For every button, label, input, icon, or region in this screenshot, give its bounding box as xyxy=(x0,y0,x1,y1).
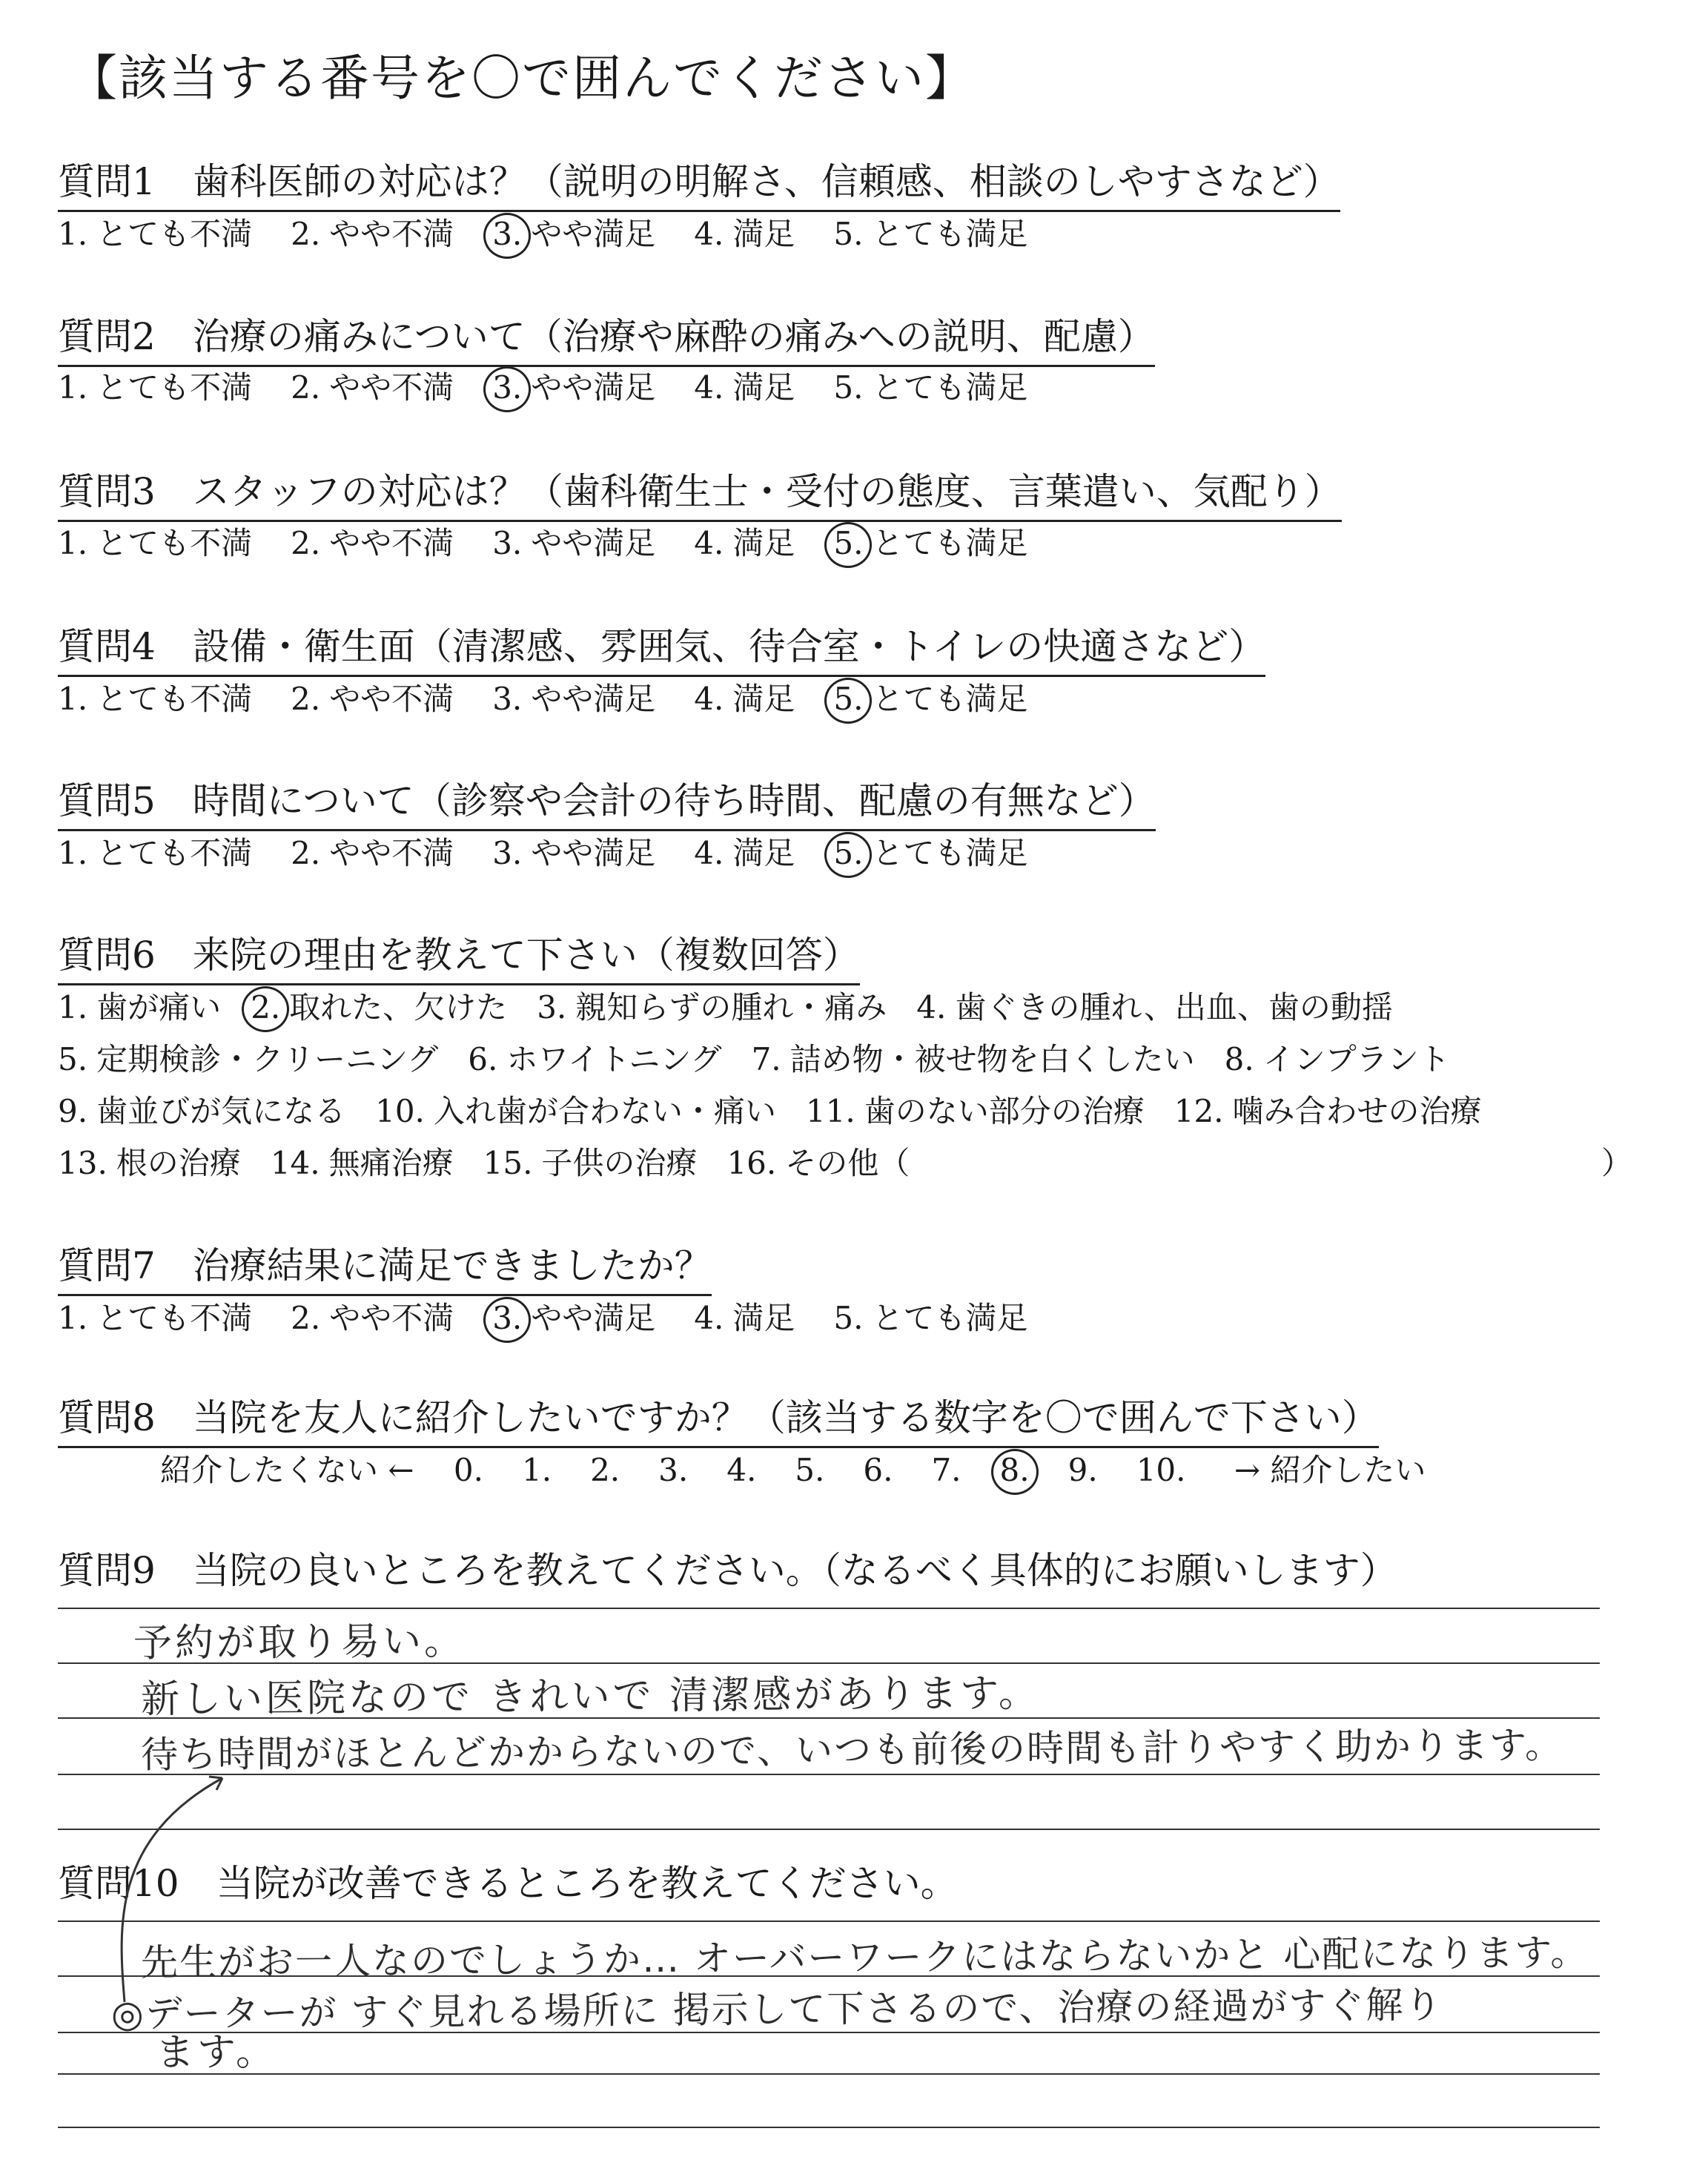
q9-answer-2: 新しい医院なので きれいで 清潔感があります。 xyxy=(140,1671,1041,1723)
option-label: とても不満 xyxy=(96,525,253,561)
q6-close-paren: ） xyxy=(1601,1145,1633,1181)
option-label: とても満足 xyxy=(872,1300,1028,1336)
option-label: 満足 xyxy=(732,1300,795,1336)
option-number: 9. xyxy=(1068,1452,1098,1488)
option-number: 2. xyxy=(291,835,321,871)
option-label: 満足 xyxy=(732,681,795,717)
option-label: やや不満 xyxy=(329,369,454,406)
option-number: 6. xyxy=(468,1041,498,1077)
q10-answer-1: 先生がお一人なのでしょうか… オーバーワークにはならないかと 心配になります。 xyxy=(140,1931,1589,1984)
option-label: その他（ xyxy=(785,1145,910,1181)
option-number: 4. xyxy=(694,216,724,252)
option-label: 歯並びが気になる xyxy=(96,1093,346,1129)
option-label: 歯ぐきの腫れ、出血、歯の動揺 xyxy=(955,989,1393,1025)
q10-answer-2: ◎データーが すぐ見れる場所に 掲示して下さるので、治療の経過がすぐ解り xyxy=(110,1983,1443,2036)
option-number: 12. xyxy=(1174,1093,1224,1129)
option-label: やや不満 xyxy=(329,835,454,871)
option-number: 2. xyxy=(291,369,321,406)
option-label: インプラント xyxy=(1262,1041,1450,1077)
option-number: 6. xyxy=(863,1452,893,1488)
q10-answer-3: ます。 xyxy=(155,2029,278,2075)
option-number: 2. xyxy=(291,681,321,717)
option-number: 1. xyxy=(58,1300,88,1336)
option-number: 16. xyxy=(726,1145,777,1181)
option-label: やや不満 xyxy=(329,216,454,252)
option-label: やや不満 xyxy=(329,1300,454,1336)
option-number: 3. xyxy=(658,1452,689,1488)
option-label: 根の治療 xyxy=(116,1145,241,1181)
option-number: 9. xyxy=(58,1093,88,1129)
option-number: 5. xyxy=(58,1041,88,1077)
q9-title: 質問9 当院の良いところを教えてください。（なるべく具体的にお願いします） xyxy=(58,1549,1397,1592)
q8-left-label: 紹介したくない ← xyxy=(160,1452,414,1488)
option-label: とても満足 xyxy=(872,525,1028,561)
option-label: 詰め物・被せ物を白くしたい xyxy=(790,1041,1195,1077)
q9-answer-3: 待ち時間がほとんどかからないので、いつも前後の時間も計りやすく助かります。 xyxy=(140,1723,1564,1777)
option-label: とても不満 xyxy=(96,1300,253,1336)
option-number: 3. xyxy=(492,1300,523,1336)
option-number: 10. xyxy=(375,1093,425,1129)
option-label: 満足 xyxy=(732,525,795,561)
option-number: 4. xyxy=(694,525,724,561)
option-number: 14. xyxy=(270,1145,320,1181)
option-number: 3. xyxy=(537,989,567,1025)
option-number: 4. xyxy=(694,835,724,871)
option-label: 定期検診・クリーニング xyxy=(96,1041,439,1077)
option-number: 3. xyxy=(492,369,523,406)
option-number: 4. xyxy=(726,1452,757,1488)
q8-title: 質問8 当院を友人に紹介したいですか？（該当する数字を〇で囲んで下さい） xyxy=(58,1388,1379,1448)
option-label: 取れた、欠けた xyxy=(289,989,508,1025)
option-label: 親知らずの腫れ・痛み xyxy=(575,989,887,1025)
option-number: 1. xyxy=(58,525,88,561)
option-label: 満足 xyxy=(732,369,795,406)
option-number: 5. xyxy=(833,525,864,561)
option-label: とても満足 xyxy=(872,681,1028,717)
option-number: 5. xyxy=(795,1452,825,1488)
option-number: 3. xyxy=(492,216,523,252)
option-label: とても不満 xyxy=(96,835,253,871)
option-number: 1. xyxy=(521,1452,552,1488)
option-number: 11. xyxy=(805,1093,855,1129)
option-number: 8. xyxy=(999,1452,1030,1488)
option-label: やや満足 xyxy=(531,1300,656,1336)
q8-right-label: → 紹介したい xyxy=(1234,1452,1426,1488)
option-number: 1. xyxy=(58,216,88,252)
q7-title: 質問7 治療結果に満足できましたか？ xyxy=(58,1236,712,1296)
option-label: やや満足 xyxy=(531,681,656,717)
option-number: 5. xyxy=(833,216,864,252)
option-label: やや満足 xyxy=(531,216,656,252)
option-number: 0. xyxy=(453,1452,483,1488)
option-number: 1. xyxy=(58,369,88,406)
option-label: とても満足 xyxy=(872,835,1028,871)
option-number: 13. xyxy=(58,1145,107,1181)
option-number: 5. xyxy=(833,1300,864,1336)
option-number: 5. xyxy=(833,835,864,871)
page-title: 【該当する番号を〇で囲んでください】 xyxy=(68,50,976,107)
option-number: 4. xyxy=(694,369,724,406)
option-label: 入れ歯が合わない・痛い xyxy=(433,1093,776,1129)
q6-title: 質問6 来院の理由を教えて下さい（複数回答） xyxy=(58,925,860,985)
option-number: 3. xyxy=(492,835,523,871)
option-label: とても不満 xyxy=(96,369,253,406)
option-label: とても不満 xyxy=(96,681,253,717)
q2-title: 質問2 治療の痛みについて（治療や麻酔の痛みへの説明、配慮） xyxy=(58,307,1155,367)
option-label: 満足 xyxy=(732,216,795,252)
option-number: 7. xyxy=(751,1041,781,1077)
option-label: やや満足 xyxy=(531,835,656,871)
option-label: やや満足 xyxy=(531,369,656,406)
option-label: 満足 xyxy=(732,835,795,871)
option-number: 4. xyxy=(694,681,724,717)
q5-title: 質問5 時間について（診察や会計の待ち時間、配慮の有無など） xyxy=(58,771,1156,831)
option-label: やや満足 xyxy=(531,525,656,561)
option-number: 7. xyxy=(931,1452,961,1488)
option-label: 歯のない部分の治療 xyxy=(864,1093,1145,1129)
option-label: 無痛治療 xyxy=(328,1145,454,1181)
option-number: 2. xyxy=(251,989,281,1025)
option-number: 1. xyxy=(58,835,88,871)
option-label: 噛み合わせの治療 xyxy=(1232,1093,1482,1129)
option-number: 3. xyxy=(492,681,523,717)
option-label: やや不満 xyxy=(329,525,454,561)
option-number: 15. xyxy=(483,1145,533,1181)
option-number: 2. xyxy=(291,1300,321,1336)
option-number: 5. xyxy=(833,369,864,406)
q9-answer-1: 予約が取り易い。 xyxy=(133,1619,466,1666)
option-number: 2. xyxy=(590,1452,620,1488)
option-number: 8. xyxy=(1224,1041,1254,1077)
option-number: 4. xyxy=(694,1300,724,1336)
option-label: ホワイトニング xyxy=(506,1041,722,1077)
option-number: 5. xyxy=(833,681,864,717)
option-number: 10. xyxy=(1136,1452,1186,1488)
option-number: 3. xyxy=(492,525,523,561)
option-label: やや不満 xyxy=(329,681,454,717)
option-number: 4. xyxy=(916,989,947,1025)
option-number: 2. xyxy=(291,525,321,561)
option-number: 1. xyxy=(58,681,88,717)
option-label: とても満足 xyxy=(872,369,1028,406)
option-number: 2. xyxy=(291,216,321,252)
option-number: 1. xyxy=(58,989,88,1025)
option-label: 歯が痛い xyxy=(96,989,222,1025)
q4-title: 質問4 設備・衛生面（清潔感、雰囲気、待合室・トイレの快適さなど） xyxy=(58,617,1265,677)
q3-title: 質問3 スタッフの対応は？（歯科衛生士・受付の態度、言葉遣い、気配り） xyxy=(58,462,1342,522)
option-label: とても満足 xyxy=(872,216,1028,252)
q10-title: 質問10 当院が改善できるところを教えてください。 xyxy=(58,1862,958,1905)
q1-title: 質問1 歯科医師の対応は？（説明の明解さ、信頼感、相談のしやすさなど） xyxy=(58,152,1340,212)
option-label: とても不満 xyxy=(96,216,253,252)
option-label: 子供の治療 xyxy=(541,1145,698,1181)
